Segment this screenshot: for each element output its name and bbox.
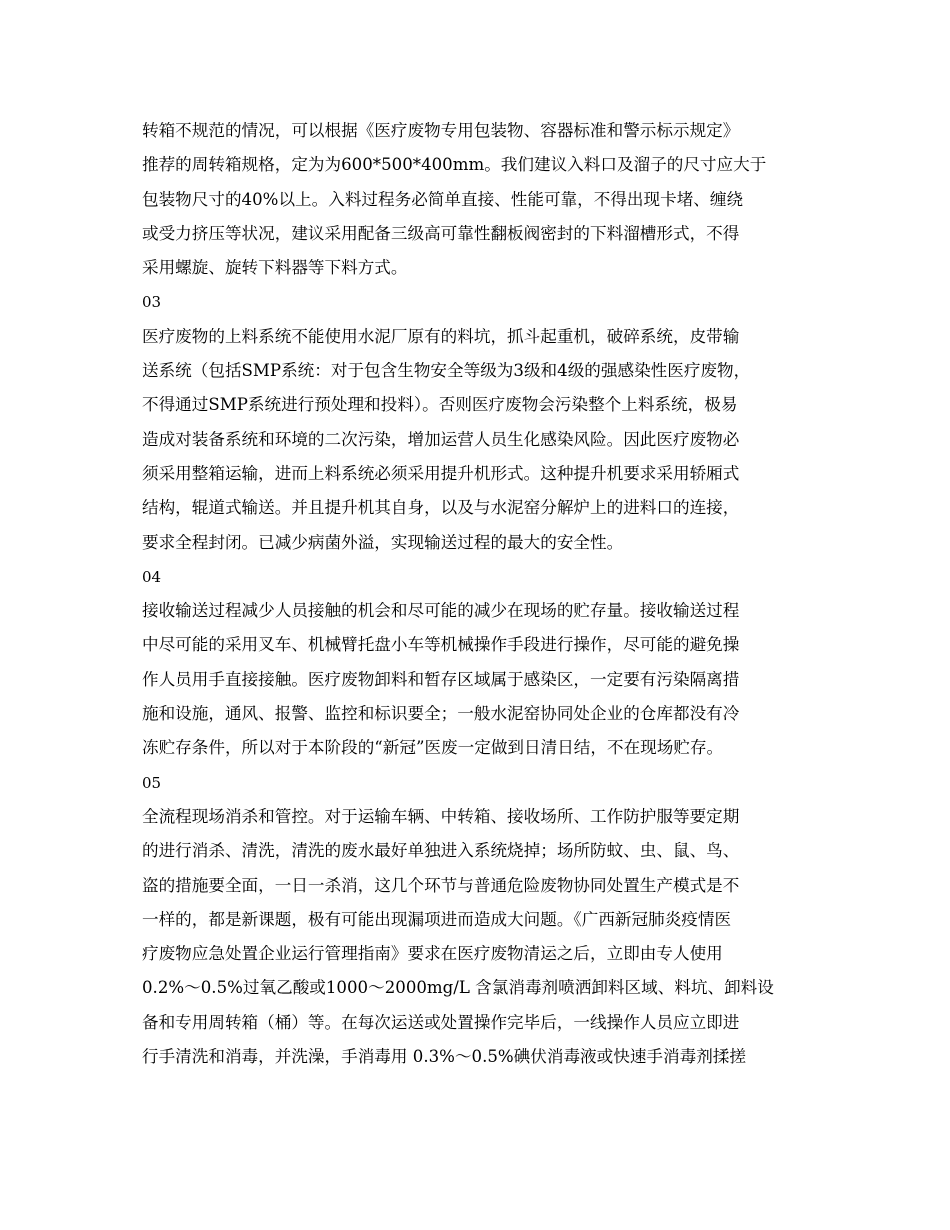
text-line: 0.2%～0.5%过氧乙酸或1000～2000mg/L 含氯消毒剂喷洒卸料区域、料坑、卸料设 (142, 978, 774, 998)
text-line: 或受力挤压等状况，建议采用配备三级高可靠性翻板阀密封的下料溜槽形式，不得 (142, 223, 740, 243)
text-line: 结构，辊道式输送。并且提升机其自身，以及与水泥窑分解炉上的进料口的连接， (142, 498, 740, 518)
text-line: 送系统（包括SMP系统：对于包含生物安全等级为3级和4级的强感染性医疗废物， (142, 361, 751, 381)
text-line: 疗废物应急处置企业运行管理指南》要求在医疗废物清运之后，立即由专人使用 (142, 944, 723, 964)
text-line: 造成对装备系统和环境的二次污染，增加运营人员生化感染风险。因此医疗废物必 (142, 429, 740, 449)
text-line: 的进行消杀、清洗，清洗的废水最好单独进入系统烧掉；场所防蚊、虫、鼠、鸟、 (142, 841, 740, 861)
section-number: 03 (142, 293, 162, 312)
section-number: 04 (142, 567, 162, 586)
text-line: 作人员用手直接接触。医疗废物卸料和暂存区域属于感染区，一定要有污染隔离措 (142, 669, 740, 689)
text-line: 全流程现场消杀和管控。对于运输车辆、中转箱、接收场所、工作防护服等要定期 (142, 806, 740, 826)
text-line: 施和设施，通风、报警、监控和标识要全；一般水泥窑协同处企业的仓库都没有冷 (142, 704, 740, 724)
text-line: 要求全程封闭。已减少病菌外溢，实现输送过程的最大的安全性。 (142, 532, 624, 552)
text-line: 不得通过SMP系统进行预处理和投料）。否则医疗废物会污染整个上料系统，极易 (142, 395, 738, 415)
text-line: 中尽可能的采用叉车、机械臂托盘小车等机械操作手段进行操作，尽可能的避免操 (142, 635, 740, 655)
text-line: 盗的措施要全面，一日一杀消，这几个环节与普通危险废物协同处置生产模式是不 (142, 875, 740, 895)
text-line: 推荐的周转箱规格，定为为600*500*400mm。我们建议入料口及溜子的尺寸应大于 (142, 155, 767, 175)
section-number: 05 (142, 773, 162, 792)
text-line: 包装物尺寸的40%以上。入料过程务必简单直接、性能可靠，不得出现卡堵、缠绕 (142, 189, 744, 209)
text-line: 转箱不规范的情况，可以根据《医疗废物专用包装物、容器标准和警示标示规定》 (142, 121, 740, 140)
text-line: 冻贮存条件，所以对于本阶段的“新冠”医废一定做到日清日结，不在现场贮存。 (142, 738, 724, 758)
text-line: 采用螺旋、旋转下料器等下料方式。 (142, 258, 408, 278)
text-line: 须采用整箱运输，进而上料系统必须采用提升机形式。这种提升机要求采用轿厢式 (142, 463, 740, 483)
document-body (142, 114, 822, 1074)
text-line: 行手清洗和消毒，并洗澡，手消毒用 0.3%～0.5%碘伏消毒液或快速手消毒剂揉搓 (142, 1047, 746, 1067)
text-line: 备和专用周转箱（桶）等。在每次运送或处置操作完毕后，一线操作人员应立即进 (142, 1012, 740, 1032)
text-line: 医疗废物的上料系统不能使用水泥厂原有的料坑，抓斗起重机，破碎系统，皮带输 (142, 326, 740, 346)
text-line: 一样的，都是新课题，极有可能出现漏项进而造成大问题。《广西新冠肺炎疫情医 (142, 909, 732, 929)
text-line: 接收输送过程减少人员接触的机会和尽可能的减少在现场的贮存量。接收输送过程 (142, 601, 740, 621)
